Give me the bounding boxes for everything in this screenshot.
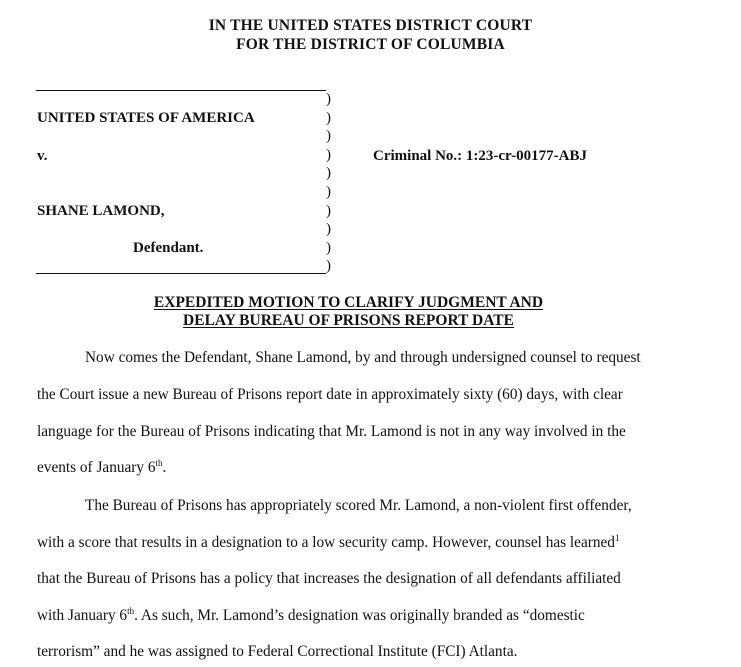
p1-line1: Now comes the Defendant, Shane Lamond, by and through undersigned counsel to request [85, 349, 641, 366]
p1-line2: the Court issue a new Bureau of Prisons report date in approximately sixty (60) days, with clear [37, 386, 623, 403]
paren: ) [326, 183, 331, 200]
p2-line4-end: . As such, Mr. Lamond’s designation was originally branded as “domestic [134, 607, 585, 624]
paren: ) [326, 221, 331, 238]
caption-top-rule [36, 90, 326, 91]
p2-line4-text: with January 6 [37, 607, 128, 624]
motion-title-line1: EXPEDITED MOTION TO CLARIFY JUDGMENT AND [153, 294, 544, 311]
paren: ) [326, 239, 331, 256]
case-number: Criminal No.: 1:23-cr-00177-ABJ [373, 148, 587, 164]
ordinal-superscript: th [127, 605, 135, 616]
versus: v. [37, 148, 48, 164]
p1-line3: language for the Bureau of Prisons indicating that Mr. Lamond is not in any way involved in the [37, 423, 626, 440]
paren: ) [326, 91, 331, 107]
footnote-reference[interactable]: 1 [614, 532, 620, 543]
p2-line2 [37, 534, 619, 552]
p2-line1: The Bureau of Prisons has appropriately scored Mr. Lamond, a non-violent first offender, [85, 497, 632, 514]
caption-bottom-rule [36, 273, 326, 274]
p2-line3: that the Bureau of Prisons has a policy that increases the designation of all defendants affiliated [37, 570, 621, 587]
paren: ) [326, 109, 331, 126]
p1-line4 [37, 459, 166, 477]
defendant-role: Defendant. [133, 240, 204, 256]
ordinal-superscript: th [155, 457, 163, 468]
paren: ) [326, 146, 331, 163]
court-name-line2: FOR THE DISTRICT OF COLUMBIA [236, 36, 505, 53]
caption-parentheses [326, 90, 336, 276]
paren: ) [326, 202, 331, 219]
p1-line4-text: events of January 6 [37, 459, 156, 476]
p2-line4 [37, 607, 585, 625]
paren: ) [326, 128, 331, 145]
p2-line5: terrorism” and he was assigned to Federal Correctional Institute (FCI) Atlanta. [37, 643, 518, 660]
paren: ) [326, 258, 331, 275]
paren: ) [326, 165, 331, 182]
plaintiff-name: UNITED STATES OF AMERICA [37, 110, 255, 126]
p1-line4-end: . [162, 459, 167, 476]
court-name-line1: IN THE UNITED STATES DISTRICT COURT [208, 17, 533, 34]
defendant-name: SHANE LAMOND, [37, 203, 165, 219]
motion-title-line2: DELAY BUREAU OF PRISONS REPORT DATE [183, 312, 514, 329]
p2-line2-text: with a score that results in a designation to a low security camp. However, counsel has learned [37, 534, 615, 551]
